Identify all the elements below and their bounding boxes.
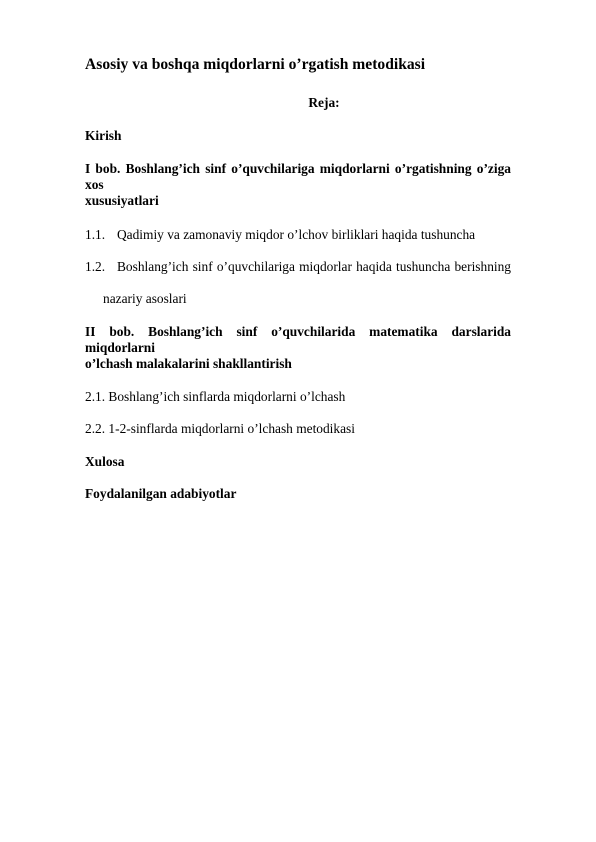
toc-chapter2-line2: o’lchash malakalarini shakllantirish <box>85 356 292 371</box>
toc-chapter1-line1: I bob. Boshlang’ich sinf o’quvchilariga miqdorlarni o’rgatishning o’ziga xos <box>85 161 511 192</box>
toc-references: Foydalanilgan adabiyotlar <box>85 486 237 501</box>
toc-section-1-1 <box>85 227 511 243</box>
toc-section-1-2-line2: nazariy asoslari <box>103 291 187 306</box>
toc-conclusion: Xulosa <box>85 454 125 469</box>
section-text-line1: Boshlang’ich sinf o’quvchilariga miqdorlar haqida tushuncha berishning <box>117 259 511 274</box>
plan-heading: Reja: <box>308 95 340 110</box>
document-title: Asosiy va boshqa miqdorlarni o’rgatish metodikasi <box>85 56 426 73</box>
section-number: 1.2. <box>85 259 106 274</box>
toc-chapter1-line2: xususiyatlari <box>85 193 159 208</box>
toc-chapter2-line1: II bob. Boshlang’ich sinf o’quvchilarida matematika darslarida miqdorlarni <box>85 324 511 355</box>
toc-section-1-2 <box>85 259 511 275</box>
section-text: Qadimiy va zamonaviy miqdor o’lchov birliklari haqida tushuncha <box>117 227 476 242</box>
toc-intro: Kirish <box>85 128 122 143</box>
toc-section-2-1: 2.1. Boshlang’ich sinflarda miqdorlarni o’lchash <box>85 389 346 404</box>
toc-section-2-2: 2.2. 1-2-sinflarda miqdorlarni o’lchash metodikasi <box>85 421 355 436</box>
section-number: 1.1. <box>85 227 106 242</box>
